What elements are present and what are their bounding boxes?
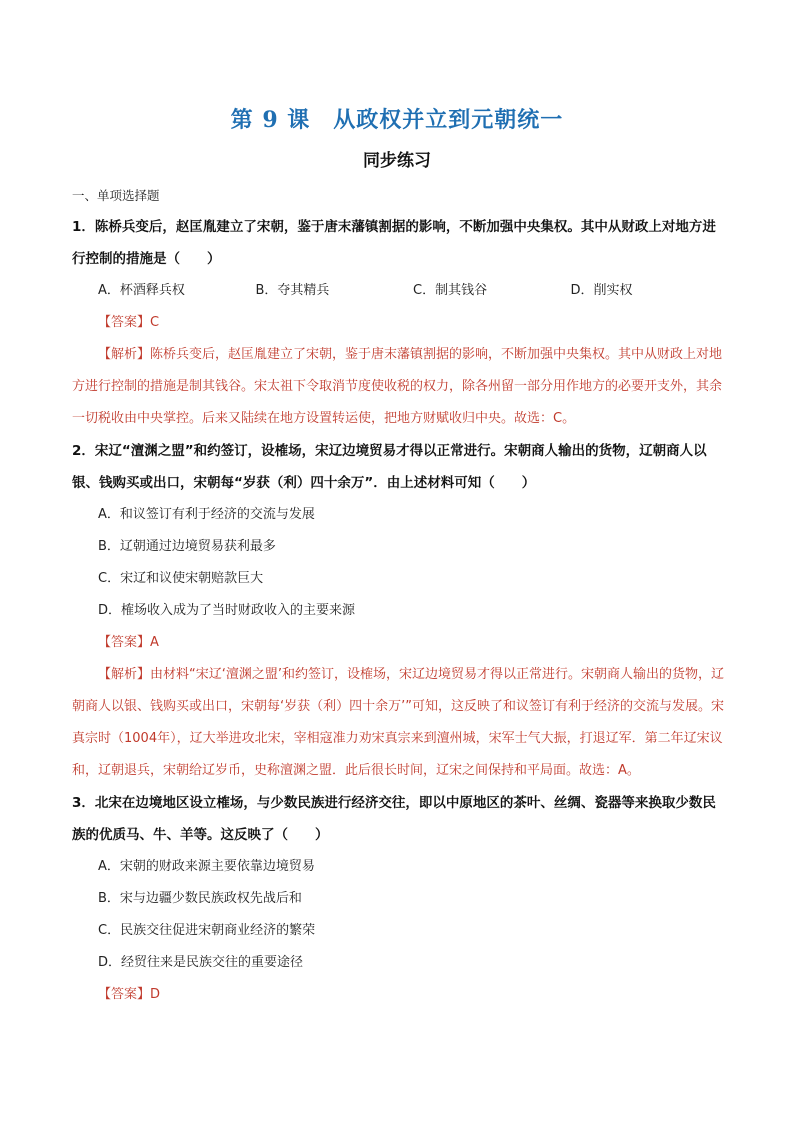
answer-value: C	[150, 315, 160, 330]
question-1-answer	[72, 307, 728, 339]
section-heading: 一、单项选择题	[72, 188, 160, 203]
question-1-option-b: B．夺其精兵	[255, 283, 330, 298]
question-2-option-c: C．宋辽和议使宋朝赔款巨大	[98, 571, 264, 586]
question-2-option-d: D．榷场收入成为了当时财政收入的主要来源	[98, 603, 356, 618]
question-1-option-d: D．削实权	[570, 283, 633, 298]
question-2-answer	[72, 627, 728, 659]
question-1-option-c: C．制其钱谷	[413, 283, 488, 298]
analysis-text: 由材料“宋辽‘澶渊之盟’和约签订，设榷场，宋辽边境贸易才得以正常进行。宋朝商人输出的货物，辽朝商人以银、钱购买或出口，宋朝每‘岁获（利）四十余万’”可知，这反映了和议签订有利于经济的交流与发展。宋真宗时（1004年），辽大举进攻北宋，宰相寇准力劝宋真宗来到澶州城，宋军士气大振，打退辽军．第二年辽宋议和，辽朝退兵，宋朝给辽岁币，史称澶渊之盟．此后很长时间，辽宋之间保持和平局面。故选：A。	[72, 667, 725, 778]
analysis-text: 陈桥兵变后，赵匡胤建立了宋朝，鉴于唐末藩镇割据的影响，不断加强中央集权。其中从财政上对地方进行控制的措施是制其钱谷。宋太祖下令取消节度使收税的权力，除各州留一部分用作地方的必要开支外，其余一切税收由中央掌控。后来又陆续在地方设置转运使，把地方财赋收归中央。故选：C。	[72, 347, 723, 426]
question-3-option-a: A．宋朝的财政来源主要依靠边境贸易	[98, 859, 315, 874]
question-3-option-b: B．宋与边疆少数民族政权先战后和	[98, 891, 302, 906]
question-1-option-a: A．杯酒释兵权	[98, 283, 185, 298]
answer-value: A	[150, 635, 159, 650]
page-subtitle: 同步练习	[363, 151, 431, 171]
analysis-tag: 【解析】	[98, 667, 151, 682]
question-3-option-d: D．经贸往来是民族交往的重要途径	[98, 955, 304, 970]
page-title: 第 9 课 从政权并立到元朝统一	[230, 107, 564, 133]
answer-value: D	[150, 987, 161, 1002]
question-3-option-c: C．民族交往促进宋朝商业经济的繁荣	[98, 923, 316, 938]
question-1-stem: 1．陈桥兵变后，赵匡胤建立了宋朝，鉴于唐末藩镇割据的影响，不断加强中央集权。其中从财政上对地方进行控制的措施是（ ）	[72, 219, 716, 267]
answer-tag: 【答案】	[98, 987, 151, 1002]
question-2-option-b: B．辽朝通过边境贸易获利最多	[98, 539, 276, 554]
question-2-stem: 2．宋辽“澶渊之盟”和约签订，设榷场，宋辽边境贸易才得以正常进行。宋朝商人输出的货物，辽朝商人以银、钱购买或出口，宋朝每“岁获（利）四十余万”．由上述材料可知（ ）	[72, 443, 707, 491]
answer-tag: 【答案】	[98, 315, 151, 330]
question-2-option-a: A．和议签订有利于经济的交流与发展	[98, 507, 315, 522]
question-2-analysis	[72, 659, 728, 787]
questions-content	[72, 211, 728, 1011]
answer-tag: 【答案】	[98, 635, 151, 650]
question-3-answer	[72, 979, 728, 1011]
analysis-tag: 【解析】	[98, 347, 151, 362]
question-1-analysis	[72, 339, 728, 435]
question-1-options	[72, 275, 728, 307]
question-3-stem: 3．北宋在边境地区设立榷场，与少数民族进行经济交往，即以中原地区的茶叶、丝绸、瓷器等来换取少数民族的优质马、牛、羊等。这反映了（ ）	[72, 795, 716, 843]
